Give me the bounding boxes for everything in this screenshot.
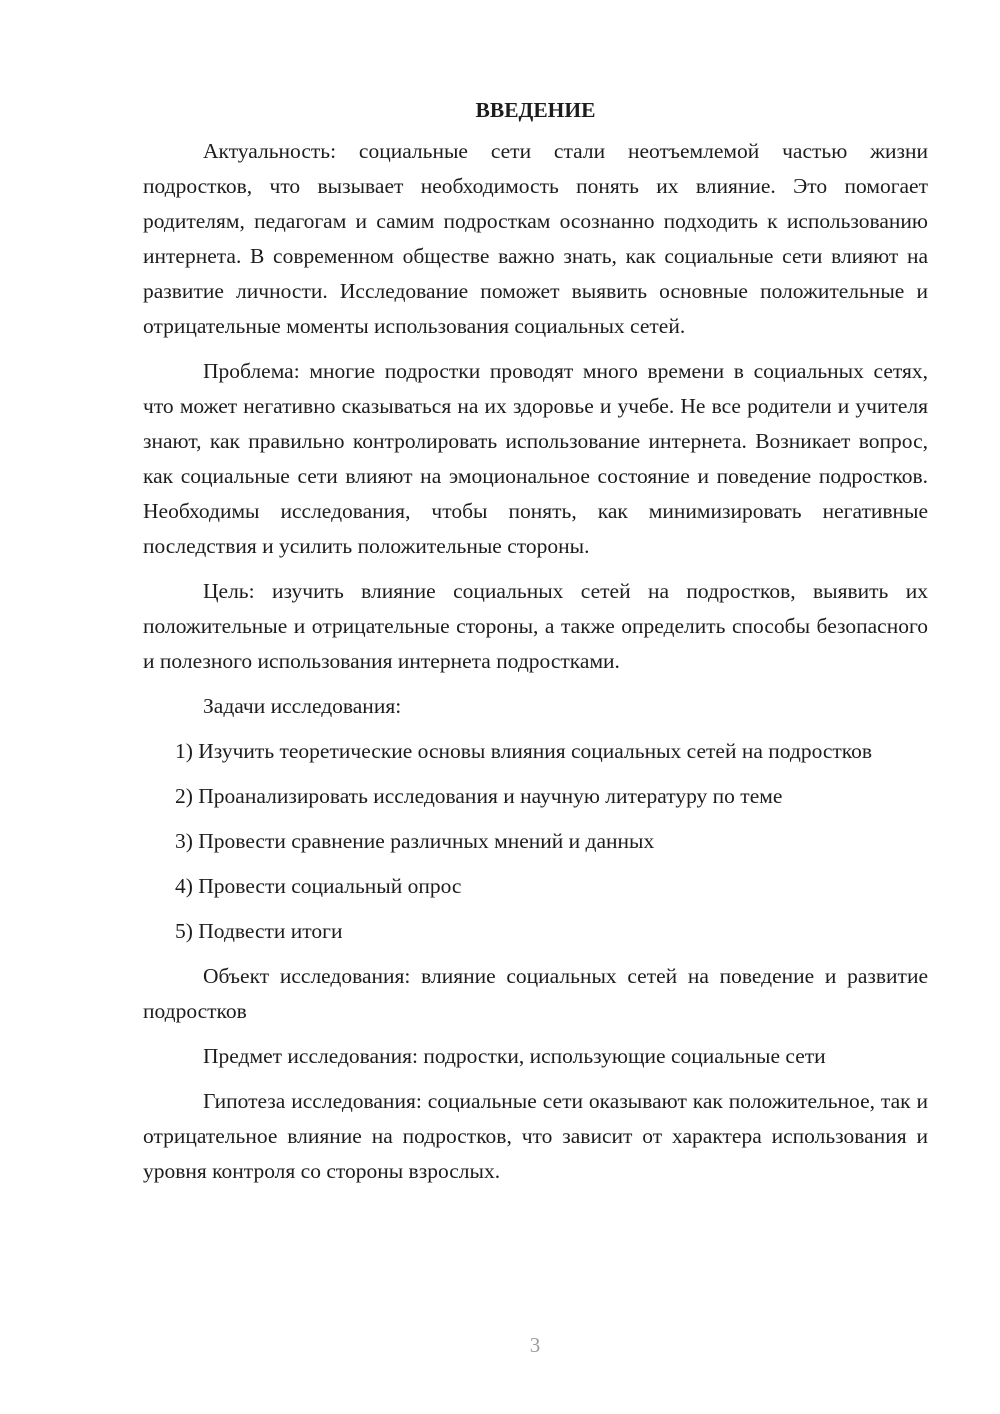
paragraph-problem: Проблема: многие подростки проводят много времени в социальных сетях, что может негативно сказываться на их здоровье и учебе. Не все родители и учителя знают, как правильно контролировать использование интернета. Возникает вопрос, как социальные сети влияют на эмоциональное состояние и поведение подростков. Необходимы исследования, чтобы понять, как минимизировать негативные последствия и усилить положительные стороны. bbox=[143, 359, 928, 558]
task-item-3: 3) Провести сравнение различных мнений и данных bbox=[175, 829, 655, 853]
paragraph-hypothesis: Гипотеза исследования: социальные сети оказывают как положительное, так и отрицательное влияние на подростков, что зависит от характера использования и уровня контроля со стороны взрослых. bbox=[143, 1089, 928, 1183]
task-item-5: 5) Подвести итоги bbox=[175, 919, 343, 943]
paragraph-subject: Предмет исследования: подростки, использующие социальные сети bbox=[203, 1044, 826, 1068]
page-number: 3 bbox=[529, 1333, 541, 1357]
paragraph-object: Объект исследования: влияние социальных сетей на поведение и развитие подростков bbox=[143, 964, 928, 1023]
tasks-heading: Задачи исследования: bbox=[203, 694, 402, 718]
document-page bbox=[143, 92, 928, 1199]
task-item-1: 1) Изучить теоретические основы влияния социальных сетей на подростков bbox=[175, 739, 873, 763]
task-item-4: 4) Провести социальный опрос bbox=[175, 874, 462, 898]
page-title: ВВЕДЕНИЕ bbox=[475, 98, 596, 122]
paragraph-relevance: Актуальность: социальные сети стали неотъемлемой частью жизни подростков, что вызывает необходимость понять их влияние. Это помогает родителям, педагогам и самим подросткам осознанно подходить к использованию интернета. В современном обществе важно знать, как социальные сети влияют на развитие личности. Исследование поможет выявить основные положительные и отрицательные моменты использования социальных сетей. bbox=[143, 139, 928, 338]
task-item-2: 2) Проанализировать исследования и научную литературу по теме bbox=[175, 784, 783, 808]
paragraph-goal: Цель: изучить влияние социальных сетей на подростков, выявить их положительные и отрицательные стороны, а также определить способы безопасного и полезного использования интернета подростками. bbox=[143, 579, 928, 673]
